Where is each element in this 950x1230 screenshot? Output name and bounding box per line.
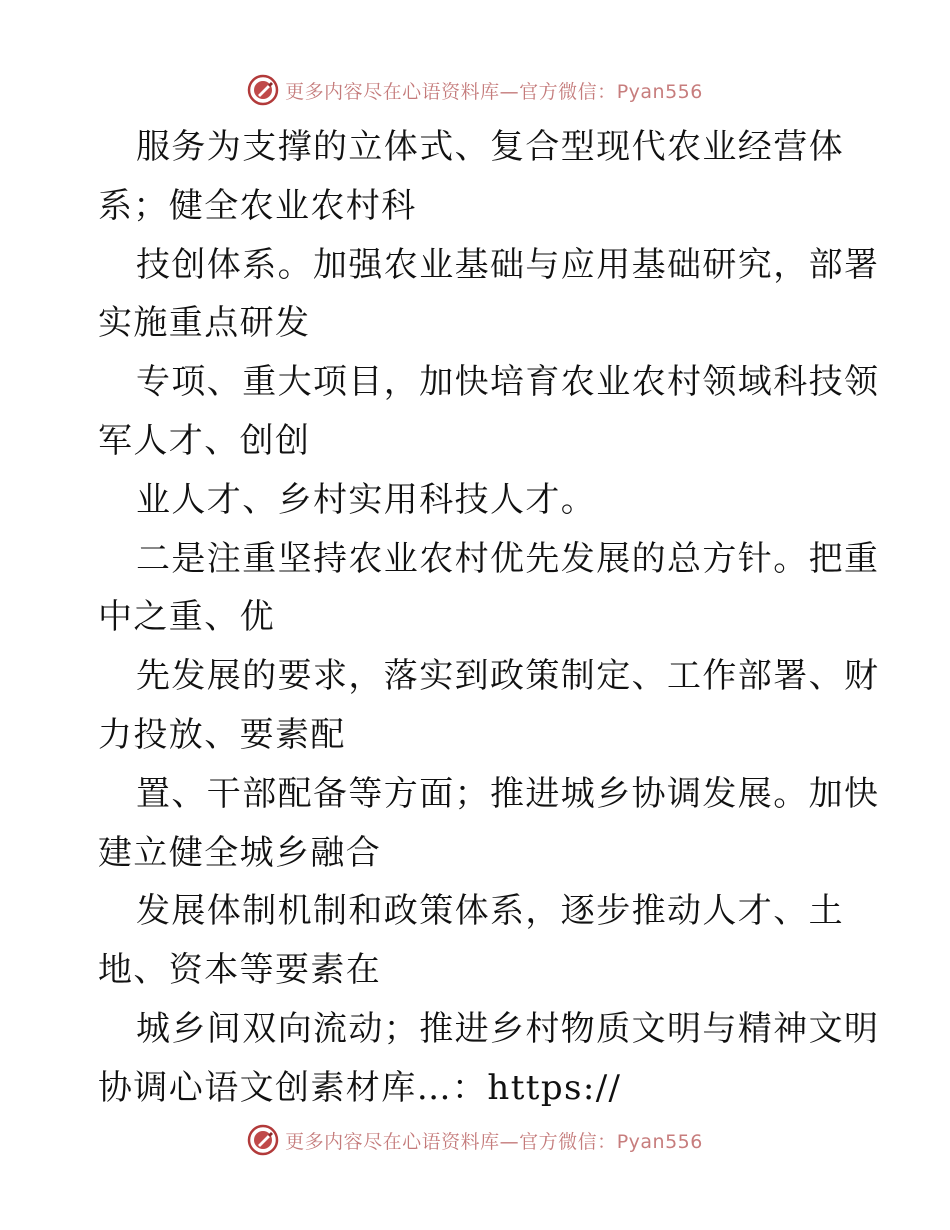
paragraph-line: 军人才、创创: [98, 420, 311, 461]
header-wechat-label: 官方微信：: [519, 80, 617, 103]
header-banner-text: [285, 77, 703, 104]
paragraph-line: 置、干部配备等方面；推进城乡协调发展。加快: [136, 773, 880, 814]
paragraph-line: 地、资本等要素在: [98, 950, 382, 991]
document-body: [98, 118, 880, 1118]
paragraph-line: 实施重点研发: [98, 303, 311, 344]
footer-brand-text: 更多内容尽在心语资料库: [285, 1130, 500, 1153]
paragraph-line: 城乡间双向流动；推进乡村物质文明与精神文明: [136, 1008, 880, 1049]
header-brand-text: 更多内容尽在心语资料库: [285, 80, 500, 103]
seal-pen-icon: [247, 74, 279, 106]
footer-separator: —: [499, 1130, 520, 1153]
footer-wechat-label: 官方微信：: [519, 1130, 617, 1153]
seal-pen-icon: [247, 1124, 279, 1156]
footer-banner-text: [285, 1127, 703, 1154]
paragraph-line: 业人才、乡村实用科技人才。: [136, 479, 597, 520]
paragraph-line: 发展体制机制和政策体系，逐步推动人才、土: [136, 891, 844, 932]
footer-banner: [0, 1120, 950, 1160]
paragraph-line: 二是注重坚持农业农村优先发展的总方针。把重: [136, 538, 880, 579]
paragraph-line: 协调心语文创素材库…：https://: [98, 1067, 622, 1108]
footer-wechat-handle: Pyan556: [616, 1130, 703, 1153]
header-separator: —: [499, 80, 520, 103]
paragraph-line: 系；健全农业农村科: [98, 185, 417, 226]
paragraph-line: 力投放、要素配: [98, 714, 346, 755]
paragraph-line: 技创体系。加强农业基础与应用基础研究，部署: [136, 244, 880, 285]
paragraph-line: 中之重、优: [98, 597, 275, 638]
paragraph-line: 专项、重大项目，加快培育农业农村领域科技领: [136, 362, 880, 403]
header-wechat-handle: Pyan556: [616, 80, 703, 103]
paragraph-line: 服务为支撑的立体式、复合型现代农业经营体: [136, 127, 844, 167]
paragraph-line: 建立健全城乡融合: [98, 832, 382, 873]
paragraph-line: 先发展的要求，落实到政策制定、工作部署、财: [136, 656, 880, 697]
header-banner: [0, 70, 950, 110]
